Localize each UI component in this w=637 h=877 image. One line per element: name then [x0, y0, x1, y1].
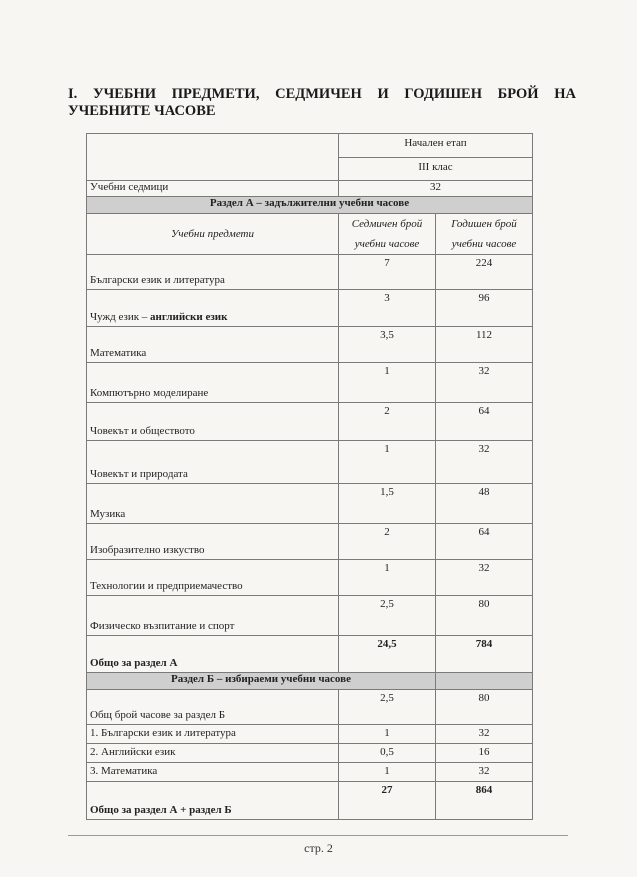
- col-subjects-header: Учебни предмети: [87, 214, 339, 255]
- grand-total-label: Общо за раздел А + раздел Б: [87, 782, 339, 820]
- yearly-hours: 64: [436, 403, 533, 441]
- subject-name: Музика: [87, 484, 339, 524]
- yearly-hours: 112: [436, 327, 533, 363]
- empty-header-cell: [87, 134, 339, 181]
- page-number: стр. 2: [304, 841, 333, 855]
- section-a-title: Раздел А – задължителни учебни часове: [87, 197, 533, 214]
- weekly-hours: 2,5: [339, 596, 436, 636]
- col-yearly-header: Годишен брой учебни часове: [436, 214, 533, 255]
- subject-name-bold: английски език: [150, 311, 228, 323]
- weekly-hours: 3,5: [339, 327, 436, 363]
- table-row: [87, 725, 533, 744]
- weekly-hours: 1: [339, 441, 436, 484]
- curriculum-table: [86, 133, 533, 820]
- subject-name: [87, 290, 339, 327]
- table-row: [87, 403, 533, 441]
- subject-name: Човекът и обществото: [87, 403, 339, 441]
- subject-name-prefix: Чужд език –: [90, 311, 151, 323]
- table-row: [87, 255, 533, 290]
- elective-name: 2. Английски език: [87, 744, 339, 763]
- grand-total-yearly: 864: [436, 782, 533, 820]
- section-b-total-label: Общ брой часове за раздел Б: [87, 690, 339, 725]
- section-a-total-yearly: 784: [436, 636, 533, 673]
- table-row: [87, 763, 533, 782]
- table-row: [87, 327, 533, 363]
- page-heading: I. УЧЕБНИ ПРЕДМЕТИ, СЕДМИЧЕН И ГОДИШЕН БРОЙ НА УЧЕБНИТЕ ЧАСОВЕ: [68, 86, 576, 119]
- yearly-hours: 64: [436, 524, 533, 560]
- yearly-hours: 16: [436, 744, 533, 763]
- section-b-total-weekly: 2,5: [339, 690, 436, 725]
- weekly-hours: 2: [339, 403, 436, 441]
- yearly-hours: 48: [436, 484, 533, 524]
- table-row: [87, 290, 533, 327]
- subject-name: Български език и литература: [87, 255, 339, 290]
- footer-divider: [68, 835, 568, 836]
- weekly-hours: 2: [339, 524, 436, 560]
- grand-total-weekly: 27: [339, 782, 436, 820]
- yearly-hours: 80: [436, 596, 533, 636]
- weekly-hours: 1,5: [339, 484, 436, 524]
- weeks-value: 32: [339, 181, 533, 197]
- section-b-title-spacer: [436, 673, 533, 690]
- table-row: [87, 744, 533, 763]
- section-a-total-weekly: 24,5: [339, 636, 436, 673]
- section-b-title: Раздел Б – избираеми учебни часове: [87, 673, 436, 690]
- section-b-total-yearly: 80: [436, 690, 533, 725]
- subject-name: Изобразително изкуство: [87, 524, 339, 560]
- section-a-total-row: [87, 636, 533, 673]
- weekly-hours: 1: [339, 363, 436, 403]
- yearly-hours: 32: [436, 441, 533, 484]
- table-row: [87, 363, 533, 403]
- yearly-hours: 32: [436, 725, 533, 744]
- yearly-hours: 96: [436, 290, 533, 327]
- table-row: [87, 596, 533, 636]
- col-weekly-header: Седмичен брой учебни часове: [339, 214, 436, 255]
- weekly-hours: 7: [339, 255, 436, 290]
- weekly-hours: 3: [339, 290, 436, 327]
- section-b-total-row: [87, 690, 533, 725]
- weekly-hours: 1: [339, 763, 436, 782]
- grade-header: III клас: [339, 158, 533, 181]
- weekly-hours: 0,5: [339, 744, 436, 763]
- section-a-total-label: Общо за раздел А: [87, 636, 339, 673]
- subject-name: Технологии и предприемачество: [87, 560, 339, 596]
- subject-name: Физическо възпитание и спорт: [87, 596, 339, 636]
- table-row: [87, 441, 533, 484]
- yearly-hours: 224: [436, 255, 533, 290]
- weekly-hours: 1: [339, 560, 436, 596]
- table-row: [87, 484, 533, 524]
- elective-name: 3. Математика: [87, 763, 339, 782]
- elective-name: 1. Български език и литература: [87, 725, 339, 744]
- table-row: [87, 560, 533, 596]
- subject-name: Човекът и природата: [87, 441, 339, 484]
- grand-total-row: [87, 782, 533, 820]
- weekly-hours: 1: [339, 725, 436, 744]
- yearly-hours: 32: [436, 363, 533, 403]
- table-row: [87, 524, 533, 560]
- weeks-label: Учебни седмици: [87, 181, 339, 197]
- subject-name: Математика: [87, 327, 339, 363]
- subject-name: Компютърно моделиране: [87, 363, 339, 403]
- stage-header: Начален етап: [339, 134, 533, 158]
- yearly-hours: 32: [436, 763, 533, 782]
- yearly-hours: 32: [436, 560, 533, 596]
